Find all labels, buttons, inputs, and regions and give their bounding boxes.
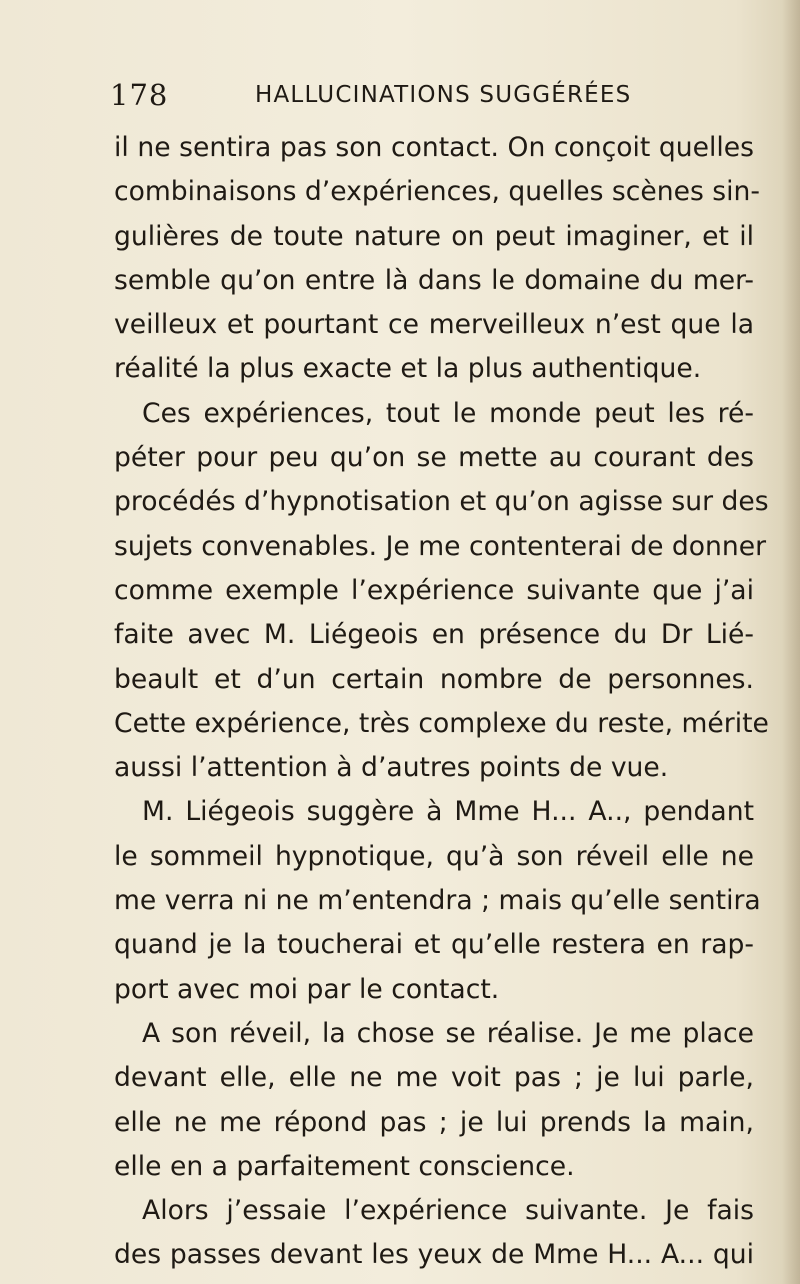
text-line: quand je la toucherai et qu’elle restera en rap- xyxy=(114,929,754,961)
text-line: aussi l’attention à d’autres points de vue. xyxy=(114,752,669,784)
text-line: péter pour peu qu’on se mette au courant des xyxy=(114,442,754,474)
text-line: Cette expérience, très complexe du reste, mérite xyxy=(114,707,769,739)
text-line: port avec moi par le contact. xyxy=(114,973,500,1005)
page-number: 178 xyxy=(110,78,169,112)
text-line: combinaisons d’expériences, quelles scènes sin- xyxy=(114,176,760,208)
text-line: procédés d’hypnotisation et qu’on agisse sur des xyxy=(114,486,769,518)
text-line: Ces expériences, tout le monde peut les ré- xyxy=(142,397,754,429)
page-header xyxy=(110,78,750,118)
text-line: réalité la plus exacte et la plus authentique. xyxy=(114,353,702,385)
text-line: A son réveil, la chose se réalise. Je me place xyxy=(142,1017,754,1049)
text-line: le sommeil hypnotique, qu’à son réveil elle ne xyxy=(114,840,754,872)
text-line: beault et d’un certain nombre de personnes. xyxy=(114,663,754,695)
text-line: faite avec M. Liégeois en présence du Dr Lié- xyxy=(114,619,754,651)
text-line: devant elle, elle ne me voit pas ; je lui parle, xyxy=(114,1062,754,1094)
text-line: elle en a parfaitement conscience. xyxy=(114,1150,575,1182)
text-line: elle ne me répond pas ; je lui prends la main, xyxy=(114,1106,754,1138)
text-line: il ne sentira pas son contact. On conçoit quelles xyxy=(114,132,754,163)
running-head: HALLUCINATIONS SUGGÉRÉES xyxy=(255,82,632,108)
text-line: veilleux et pourtant ce merveilleux n’est que la xyxy=(114,309,754,341)
text-line: gulières de toute nature on peut imaginer, et il xyxy=(114,220,754,252)
body-text xyxy=(114,126,769,1278)
text-line: M. Liégeois suggère à Mme H... A.., pendant xyxy=(142,796,754,828)
text-line: des passes devant les yeux de Mme H... A... qui xyxy=(114,1239,754,1271)
text-line: comme exemple l’expérience suivante que j’ai xyxy=(114,574,754,606)
text-line: me verra ni ne m’entendra ; mais qu’elle sentira xyxy=(114,885,761,917)
text-line: sujets convenables. Je me contenterai de donner xyxy=(114,530,767,562)
text-line: semble qu’on entre là dans le domaine du mer- xyxy=(114,264,754,296)
page-edge-shadow xyxy=(782,0,800,1284)
text-line: Alors j’essaie l’expérience suivante. Je fais xyxy=(142,1195,754,1227)
